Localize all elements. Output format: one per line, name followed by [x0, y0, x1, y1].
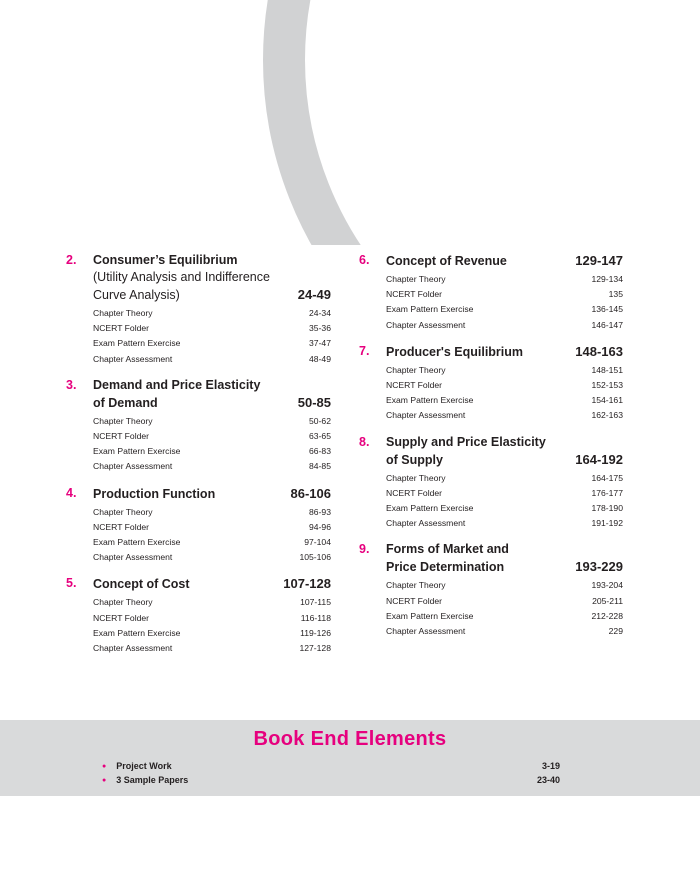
bullet-icon: ●	[102, 776, 107, 784]
section-label: NCERT Folder	[93, 323, 150, 334]
book-end-title: Book End Elements	[253, 728, 447, 750]
section-pages: 154-161	[591, 395, 623, 406]
section-row[interactable]	[93, 321, 331, 336]
chapter-entry[interactable]	[359, 252, 623, 333]
section-row[interactable]	[386, 272, 623, 287]
chapter-number: 7.	[359, 343, 370, 358]
chapter-title: of Supply	[386, 452, 443, 467]
section-pages: 176-177	[591, 487, 623, 498]
section-pages: 229	[608, 626, 623, 637]
chapter-pages: 148-163	[575, 343, 623, 359]
chapter-title: Curve Analysis)	[93, 288, 180, 302]
section-row[interactable]	[386, 516, 623, 531]
book-end-item-label: 3 Sample Papers	[116, 775, 189, 785]
section-label: Chapter Assessment	[386, 410, 466, 421]
chapter-number: 2.	[66, 253, 77, 267]
section-row[interactable]	[386, 578, 623, 593]
section-pages: 212-228	[591, 610, 623, 621]
section-pages: 116-118	[300, 612, 331, 623]
section-pages: 63-65	[309, 431, 331, 442]
section-row[interactable]	[386, 624, 623, 639]
toc-column-left	[66, 252, 331, 666]
chapter-entry[interactable]	[359, 434, 623, 532]
section-pages: 148-151	[591, 364, 623, 375]
chapter-heading	[66, 575, 331, 656]
chapter-title: Concept of Revenue	[386, 254, 507, 268]
section-label: Chapter Assessment	[386, 626, 466, 637]
section-pages: 162-163	[591, 410, 623, 421]
section-pages: 191-192	[591, 518, 623, 529]
section-label: Exam Pattern Exercise	[93, 338, 181, 349]
section-row[interactable]	[386, 318, 623, 333]
section-label: NCERT Folder	[386, 380, 443, 391]
book-end-item-pages: 3-19	[541, 761, 560, 771]
section-row[interactable]	[93, 520, 331, 535]
section-label: NCERT Folder	[386, 595, 443, 606]
chapter-title: Production Function	[93, 486, 216, 501]
section-pages: 107-115	[300, 597, 331, 608]
section-pages: 152-153	[591, 380, 623, 391]
bullet-icon: ●	[102, 762, 107, 770]
chapter-number: 3.	[66, 377, 77, 392]
section-row[interactable]	[93, 550, 331, 565]
section-pages: 24-34	[309, 308, 331, 318]
section-pages: 97-104	[304, 537, 331, 548]
section-label: Exam Pattern Exercise	[386, 610, 474, 621]
section-label: Chapter Assessment	[93, 643, 173, 654]
section-row[interactable]	[93, 595, 331, 610]
section-pages: 127-128	[299, 643, 331, 654]
section-pages: 48-49	[309, 353, 331, 364]
section-label: Chapter Theory	[93, 415, 153, 426]
chapter-heading	[66, 377, 331, 475]
chapter-title: Forms of Market and	[386, 542, 509, 557]
chapter-title: Price Determination	[386, 560, 505, 575]
section-pages: 146-147	[591, 319, 623, 330]
section-label: Chapter Theory	[386, 274, 446, 284]
chapter-pages: 129-147	[575, 253, 623, 268]
section-row[interactable]	[93, 306, 331, 321]
chapter-pages: 164-192	[575, 451, 623, 467]
section-row[interactable]	[93, 611, 331, 626]
section-pages: 164-175	[591, 472, 623, 483]
chapter-pages: 193-229	[575, 559, 623, 575]
chapter-entry[interactable]	[359, 541, 623, 639]
section-row[interactable]	[93, 641, 331, 656]
chapter-number: 4.	[66, 485, 77, 500]
section-label: Chapter Assessment	[93, 353, 173, 364]
section-label: NCERT Folder	[386, 289, 443, 300]
section-label: Chapter Theory	[386, 472, 446, 483]
section-row[interactable]	[93, 444, 331, 459]
chapter-title: of Demand	[93, 395, 158, 410]
section-pages: 193-204	[591, 580, 623, 591]
section-row[interactable]	[386, 302, 623, 317]
chapter-pages: 24-49	[297, 287, 331, 302]
section-label: NCERT Folder	[93, 521, 150, 532]
chapter-title: Consumer’s Equilibrium	[93, 253, 238, 267]
section-label: Exam Pattern Exercise	[386, 304, 474, 315]
chapter-heading	[359, 434, 623, 532]
section-pages: 84-85	[309, 461, 331, 472]
section-row[interactable]	[93, 459, 331, 474]
section-pages: 129-134	[591, 274, 623, 284]
chapter-heading	[66, 485, 331, 566]
section-row[interactable]	[93, 352, 331, 367]
section-label: Exam Pattern Exercise	[386, 395, 474, 406]
section-row[interactable]	[386, 287, 623, 302]
chapter-pages: 50-85	[297, 394, 331, 410]
section-pages: 50-62	[309, 415, 331, 426]
section-row[interactable]	[93, 626, 331, 641]
chapter-heading	[359, 252, 623, 333]
chapter-heading	[66, 252, 331, 367]
section-label: Chapter Theory	[386, 580, 446, 591]
chapter-entry[interactable]	[359, 343, 623, 424]
section-pages: 35-36	[309, 323, 331, 334]
section-pages: 135	[608, 289, 623, 300]
section-row[interactable]	[386, 393, 623, 408]
section-pages: 37-47	[309, 338, 331, 349]
book-end-item-pages: 23-40	[536, 775, 560, 785]
chapter-title: (Utility Analysis and Indifference	[93, 270, 270, 284]
section-row[interactable]	[386, 501, 623, 516]
section-pages: 66-83	[309, 446, 331, 457]
book-end-item[interactable]	[102, 761, 560, 771]
section-label: Chapter Assessment	[386, 319, 466, 330]
chapter-entry[interactable]	[66, 575, 331, 656]
section-label: NCERT Folder	[386, 487, 443, 498]
chapter-number: 6.	[359, 253, 370, 267]
book-end-section	[0, 720, 700, 796]
chapter-pages: 107-128	[283, 576, 331, 592]
section-label: Chapter Theory	[386, 364, 446, 375]
section-row[interactable]	[386, 594, 623, 609]
section-pages: 119-126	[300, 627, 331, 638]
section-label: Exam Pattern Exercise	[93, 446, 181, 457]
chapter-number: 5.	[66, 576, 77, 591]
chapter-title: Supply and Price Elasticity	[386, 434, 546, 449]
section-row[interactable]	[386, 408, 623, 423]
chapter-heading	[359, 343, 623, 424]
section-label: Exam Pattern Exercise	[93, 627, 181, 638]
toc-column-right	[359, 252, 623, 649]
section-row[interactable]	[386, 486, 623, 501]
chapter-title: Demand and Price Elasticity	[93, 377, 261, 392]
chapter-title: Producer's Equilibrium	[386, 344, 524, 359]
chapter-heading	[359, 541, 623, 639]
book-end-item[interactable]	[102, 775, 560, 785]
chapter-entry[interactable]	[66, 377, 331, 475]
section-label: Chapter Theory	[93, 308, 153, 318]
section-label: Chapter Theory	[93, 597, 153, 608]
section-row[interactable]	[93, 336, 331, 351]
section-label: NCERT Folder	[93, 431, 150, 442]
section-row[interactable]	[93, 429, 331, 444]
section-row[interactable]	[386, 363, 623, 378]
chapter-entry[interactable]	[66, 485, 331, 566]
section-label: Exam Pattern Exercise	[93, 537, 181, 548]
section-label: Exam Pattern Exercise	[386, 503, 474, 514]
section-label: Chapter Theory	[93, 506, 153, 517]
section-row[interactable]	[93, 505, 331, 520]
section-pages: 136-145	[591, 304, 623, 315]
section-pages: 105-106	[299, 552, 331, 563]
section-pages: 86-93	[309, 506, 331, 517]
section-label: Chapter Assessment	[93, 552, 173, 563]
section-row[interactable]	[386, 609, 623, 624]
chapter-number: 9.	[359, 542, 370, 557]
section-label: Chapter Assessment	[386, 518, 466, 529]
section-row[interactable]	[93, 414, 331, 429]
section-label: Chapter Assessment	[93, 461, 173, 472]
chapter-entry[interactable]	[66, 252, 331, 367]
section-row[interactable]	[386, 378, 623, 393]
section-label: NCERT Folder	[93, 612, 150, 623]
section-pages: 94-96	[309, 521, 331, 532]
chapter-title: Concept of Cost	[93, 577, 190, 592]
section-row[interactable]	[93, 535, 331, 550]
chapter-pages: 86-106	[290, 485, 331, 501]
section-pages: 178-190	[591, 503, 623, 514]
book-end-item-label: Project Work	[116, 761, 172, 771]
section-row[interactable]	[386, 471, 623, 486]
chapter-number: 8.	[359, 434, 370, 449]
section-pages: 205-211	[592, 595, 623, 606]
